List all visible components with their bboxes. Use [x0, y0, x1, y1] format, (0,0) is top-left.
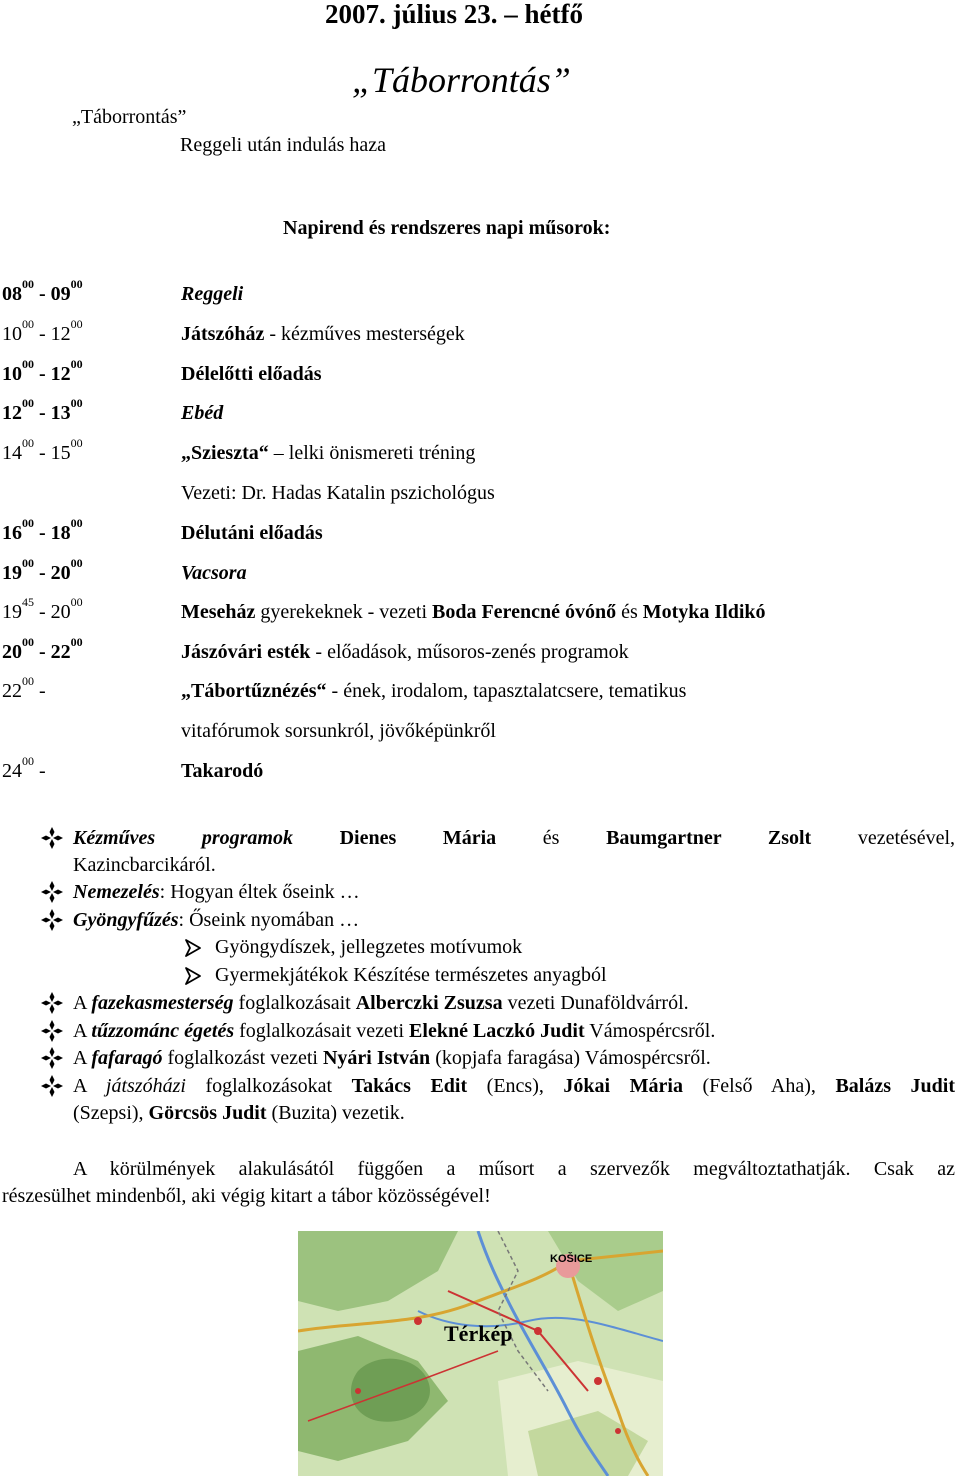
bullet-playhouse-cont: (Szepsi), Görcsös Judit (Buzita) vezetik.: [73, 1102, 405, 1124]
diamond-bullet-icon: [40, 908, 64, 932]
diamond-bullet-icon: [40, 826, 64, 850]
left-title: „Táborrontás”: [72, 106, 187, 128]
bullet-pottery: A fazekasmesterség foglalkozásait Alberczki Zsuzsa vezeti Dunaföldvárról.: [73, 992, 689, 1014]
left-subtitle: Reggeli után indulás haza: [180, 134, 387, 156]
time-range: $16^{00} - 18^{00}$: [2, 516, 83, 544]
activity-label: Takarodó: [181, 760, 264, 782]
activity-label: Meseház gyerekeknek - vezeti Boda Ferencné óvónő és Motyka Ildikó: [181, 601, 766, 623]
schedule-heading: Napirend és rendszeres napi műsorok:: [283, 217, 611, 239]
time-range: $24^{00}$ -: [2, 754, 46, 782]
activity-label: Játszóház - kézműves mesterségek: [181, 323, 465, 345]
activity-label: Ebéd: [181, 402, 224, 424]
map-label: Térkép: [444, 1321, 513, 1346]
map-graphic: [298, 1231, 663, 1476]
time-range: $19^{45} - 20^{00}$: [2, 595, 83, 623]
sub-bullet-bead-ornaments: Gyöngydíszek, jellegzetes motívumok: [215, 936, 523, 958]
activity-label: Jászóvári esték - előadások, műsoros-zenés programok: [181, 641, 629, 663]
time-range: $08^{00} - 09^{00}$: [2, 277, 83, 305]
map-city-label: KOŠICE: [550, 1253, 593, 1265]
activity-label: Reggeli: [181, 283, 244, 305]
bullet-enamel: A tűzzománc égetés foglalkozásait vezeti Elekné Laczkó Judit Vámospércsről.: [73, 1020, 716, 1042]
time-range: $10^{00} - 12^{00}$: [2, 357, 83, 385]
sub-bullet-toys: Gyermekjátékok Készítése természetes anyagból: [215, 964, 607, 986]
activity-label: „Szieszta“ – lelki önismereti tréning: [181, 442, 476, 464]
activity-detail: Vezeti: Dr. Hadas Katalin pszichológus: [181, 482, 495, 504]
time-range: $12^{00} - 13^{00}$: [2, 396, 83, 424]
diamond-bullet-icon: [40, 1074, 64, 1098]
closing-line-1: A körülmények alakulásától függően a műsort a szervezők megváltoztathatják. Csak az: [73, 1158, 955, 1180]
time-range: $10^{00} - 12^{00}$: [2, 317, 83, 345]
diamond-bullet-icon: [40, 1046, 64, 1070]
bullet-woodcarving: A fafaragó foglalkozást vezeti Nyári István (kopjafa faragása) Vámospércsről.: [73, 1047, 711, 1069]
bullet-crafts-cont: Kazincbarcikáról.: [73, 854, 216, 876]
bullet-felting: Nemezelés: Hogyan éltek őseink …: [73, 881, 360, 903]
activity-label: „Tábortűznézés“ - ének, irodalom, tapasztalatcsere, tematikus: [181, 680, 687, 702]
diamond-bullet-icon: [40, 991, 64, 1015]
arrow-bullet-icon: [183, 938, 203, 958]
page-date: 2007. július 23. – hétfő: [325, 0, 584, 29]
bullet-beading: Gyöngyfűzés: Őseink nyomában …: [73, 909, 360, 931]
activity-label: Délelőtti előadás: [181, 363, 322, 385]
page-title: „Táborrontás”: [352, 60, 571, 100]
closing-line-2: részesülhet mindenből, aki végig kitart a tábor közösségével!: [2, 1185, 491, 1207]
activity-detail: vitafórumok sorsunkról, jövőképünkről: [181, 720, 496, 742]
time-range: $14^{00} - 15^{00}$: [2, 436, 83, 464]
diamond-bullet-icon: [40, 1019, 64, 1043]
diamond-bullet-icon: [40, 880, 64, 904]
time-range: $20^{00} - 22^{00}$: [2, 635, 83, 663]
time-range: $22^{00}$ -: [2, 674, 46, 702]
time-range: $19^{00} - 20^{00}$: [2, 556, 83, 584]
activity-label: Vacsora: [181, 562, 247, 584]
bullet-playhouse: A játszóházi foglalkozásokat Takács Edit (Encs), Jókai Mária (Felső Aha), Balázs Judit: [73, 1075, 956, 1097]
activity-label: Délutáni előadás: [181, 522, 323, 544]
map-image: [298, 1231, 663, 1476]
bullet-crafts: Kézműves programok Dienes Mária és Baumgartner Zsolt vezetésével,: [73, 827, 956, 849]
arrow-bullet-icon: [183, 966, 203, 986]
